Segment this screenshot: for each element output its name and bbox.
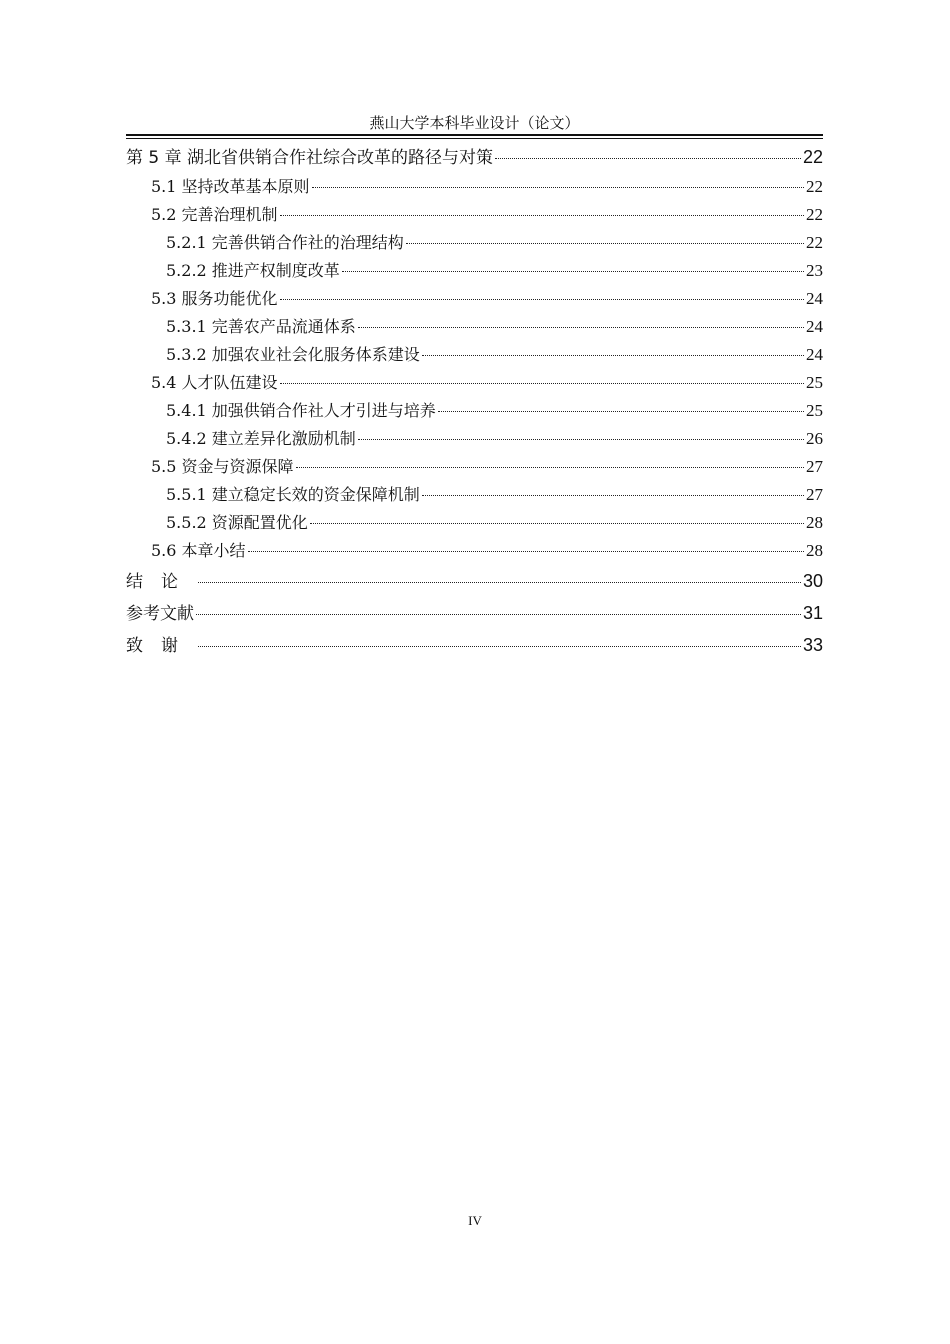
toc-entry[interactable] [126,397,823,425]
toc-entry-page: 24 [806,345,823,364]
toc-entry[interactable] [126,597,823,629]
toc-entry[interactable] [126,453,823,481]
toc-entry[interactable] [126,565,823,597]
toc-entry-label: 5.5.2 资源配置优化 [166,513,308,532]
page-header: 燕山大学本科毕业设计（论文） [369,114,580,132]
toc-entry-page: 33 [802,635,823,655]
toc-entry-label: 5.5.1 建立稳定长效的资金保障机制 [166,485,420,504]
toc-entry-page: 28 [806,513,823,532]
toc-entry-page: 22 [806,205,823,224]
toc-entry[interactable] [126,201,823,229]
toc-dot-leader [438,411,804,412]
toc-dot-leader [406,243,804,244]
toc-dot-leader [198,646,801,647]
toc-dot-leader [422,495,804,496]
toc-entry-label: 5.2 完善治理机制 [151,205,278,224]
toc-entry-page: 26 [806,429,823,448]
toc-entry-label: 5.2.1 完善供销合作社的治理结构 [166,233,404,252]
toc-entry-page: 28 [806,541,823,560]
toc-entry[interactable] [126,509,823,537]
toc-entry-page: 24 [806,289,823,308]
toc-dot-leader [358,327,804,328]
toc-entry[interactable] [126,313,823,341]
toc-dot-leader [495,158,801,159]
header-rule-thin [126,138,823,139]
toc-entry[interactable] [126,141,823,173]
toc-entry-label: 5.4 人才队伍建设 [151,373,278,392]
toc-dot-leader [312,187,804,188]
toc-dot-leader [310,523,804,524]
toc-entry[interactable] [126,257,823,285]
toc-dot-leader [422,355,804,356]
toc-entry[interactable] [126,229,823,257]
toc-dot-leader [342,271,804,272]
toc-dot-leader [358,439,804,440]
toc-entry[interactable] [126,173,823,201]
toc-entry-page: 31 [802,603,823,623]
toc-dot-leader [280,383,804,384]
toc-entry-label: 参考文献 [126,604,194,624]
toc-entry-page: 22 [802,147,823,167]
toc-entry-label: 5.4.1 加强供销合作社人才引进与培养 [166,401,436,420]
toc-entry-label: 5.4.2 建立差异化激励机制 [166,429,356,448]
toc-dot-leader [296,467,804,468]
toc-dot-leader [280,215,804,216]
toc-entry[interactable] [126,341,823,369]
toc-entry-label: 5.1 坚持改革基本原则 [151,177,310,196]
toc-entry[interactable] [126,369,823,397]
toc-entry[interactable] [126,425,823,453]
toc-entry-label: 5.2.2 推进产权制度改革 [166,261,340,280]
toc-entry-label: 5.3 服务功能优化 [151,289,278,308]
toc-entry-page: 22 [806,177,823,196]
toc-entry-label: 结论 [126,572,196,592]
toc-entry-label: 5.6 本章小结 [151,541,246,560]
toc-dot-leader [248,551,804,552]
toc-entry-page: 25 [806,373,823,392]
toc-dot-leader [280,299,804,300]
toc-entry-page: 27 [806,457,823,476]
toc-entry-page: 25 [806,401,823,420]
toc-entry-page: 22 [806,233,823,252]
toc-entry-label: 5.3.2 加强农业社会化服务体系建设 [166,345,420,364]
header-rule-thick [126,134,823,136]
toc-dot-leader [198,582,801,583]
toc-entry-page: 30 [802,571,823,591]
toc-entry-label: 第 5 章 湖北省供销合作社综合改革的路径与对策 [126,148,494,168]
toc-entry-label: 致谢 [126,636,196,656]
toc-dot-leader [196,614,801,615]
toc-entry-page: 27 [806,485,823,504]
toc-entry-label: 5.3.1 完善农产品流通体系 [166,317,356,336]
toc-entry[interactable] [126,285,823,313]
toc-entry[interactable] [126,629,823,661]
toc-entry[interactable] [126,537,823,565]
toc-entry[interactable] [126,481,823,509]
toc-entry-page: 24 [806,317,823,336]
page-number: IV [468,1213,482,1228]
toc-entry-page: 23 [806,261,823,280]
table-of-contents [126,141,823,661]
toc-entry-label: 5.5 资金与资源保障 [151,457,294,476]
